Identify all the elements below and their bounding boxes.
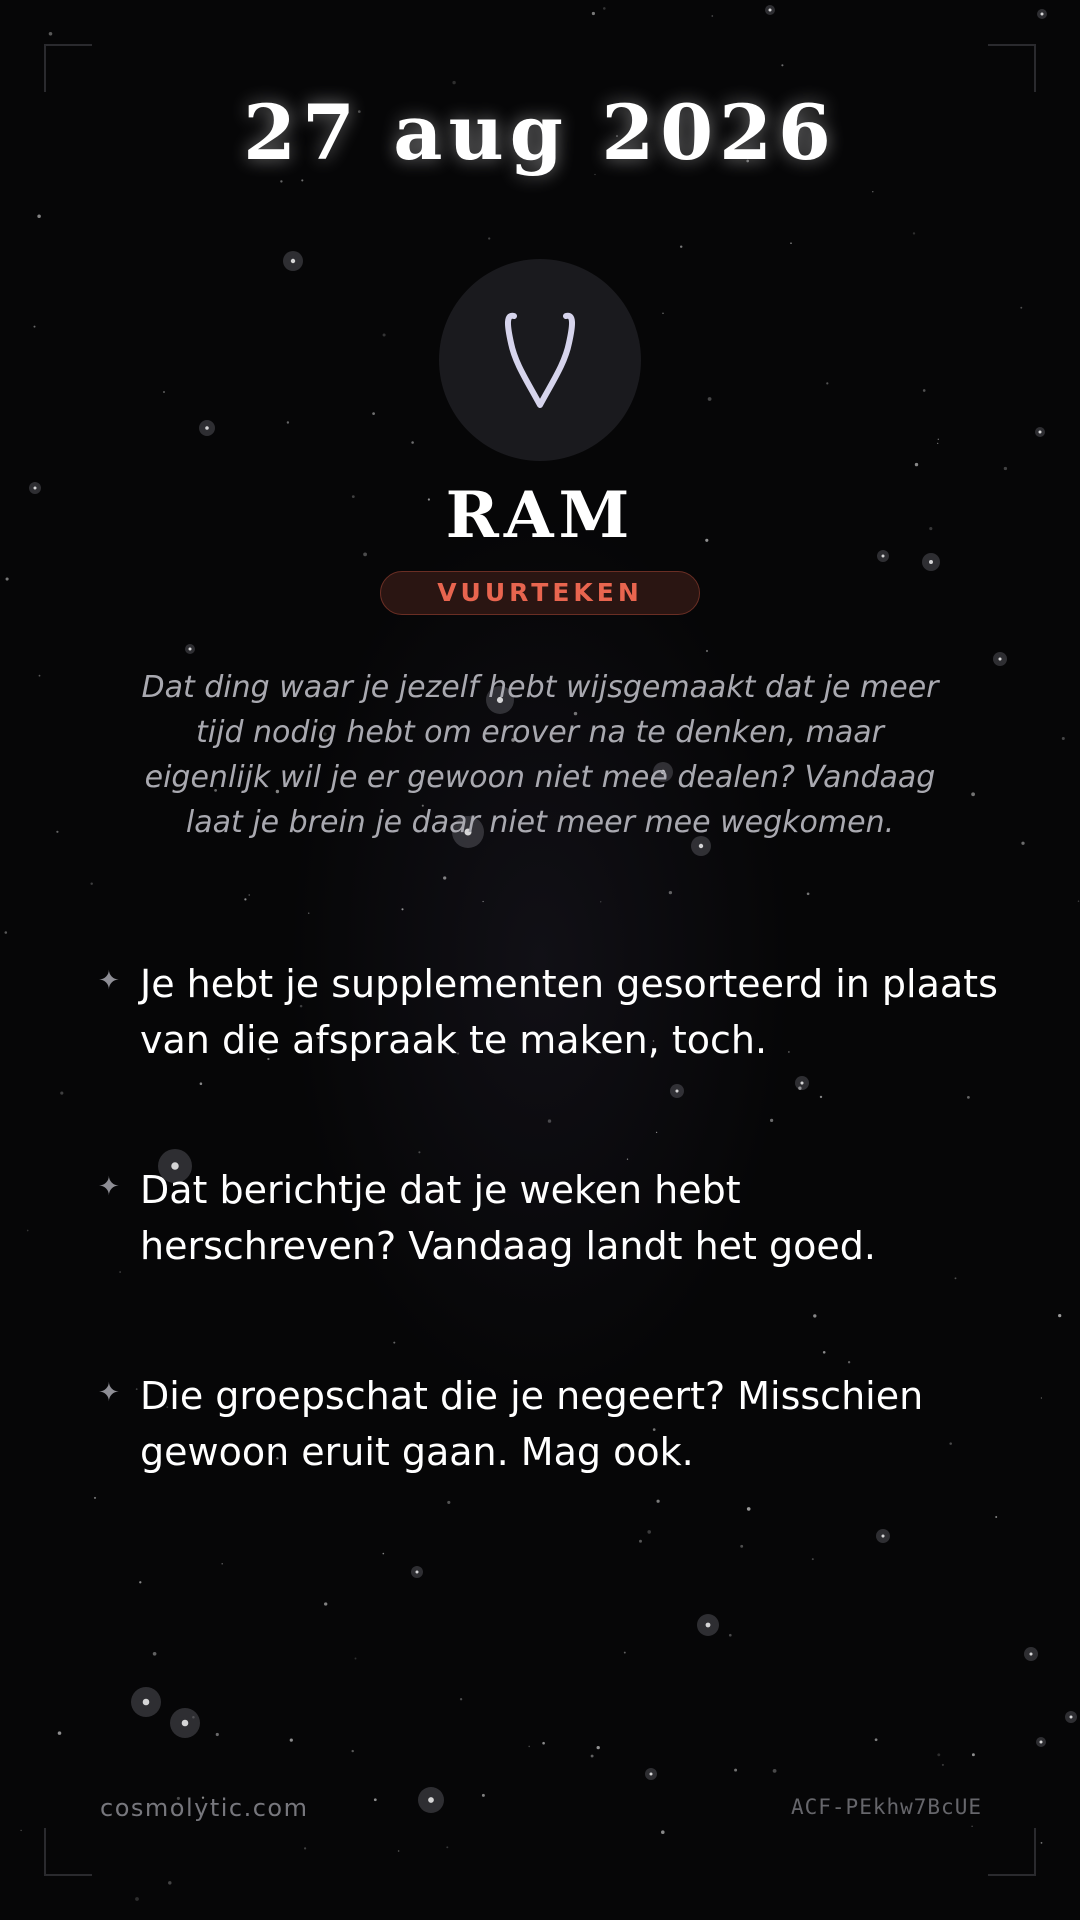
corner-frame-bottom-right bbox=[988, 1828, 1036, 1876]
bullet-text: Je hebt je supplementen gesorteerd in plaats van die afspraak te maken, toch. bbox=[140, 962, 998, 1062]
sign-icon-circle bbox=[439, 259, 641, 461]
sign-name: RAM bbox=[445, 478, 635, 553]
sparkle-icon: ✦ bbox=[98, 966, 120, 996]
element-badge: VUURTEKEN bbox=[380, 571, 700, 615]
bullet-text: Dat berichtje dat je weken hebt herschreven? Vandaag landt het goed. bbox=[140, 1168, 876, 1268]
bullet-text: Die groepschat die je negeert? Misschien gewoon eruit gaan. Mag ook. bbox=[140, 1374, 924, 1474]
aries-glyph-icon bbox=[439, 259, 641, 461]
corner-frame-top-right bbox=[988, 44, 1036, 92]
sparkle-icon: ✦ bbox=[98, 1378, 120, 1408]
corner-frame-top-left bbox=[44, 44, 92, 92]
sparkle-icon: ✦ bbox=[98, 1172, 120, 1202]
footer-code: ACF-PEkhw7BcUE bbox=[790, 1795, 982, 1819]
footer-site-link[interactable]: cosmolytic.com bbox=[100, 1794, 309, 1822]
date-heading: 27 aug 2026 bbox=[243, 88, 837, 177]
intro-text: Dat ding waar je jezelf hebt wijsgemaakt dat je meer tijd nodig hebt om erover na te denken, maar eigenlijk wil je er gewoon niet mee dealen? Vandaag laat je brein je daar niet meer mee wegkomen. bbox=[141, 670, 939, 840]
corner-frame-bottom-left bbox=[44, 1828, 92, 1876]
